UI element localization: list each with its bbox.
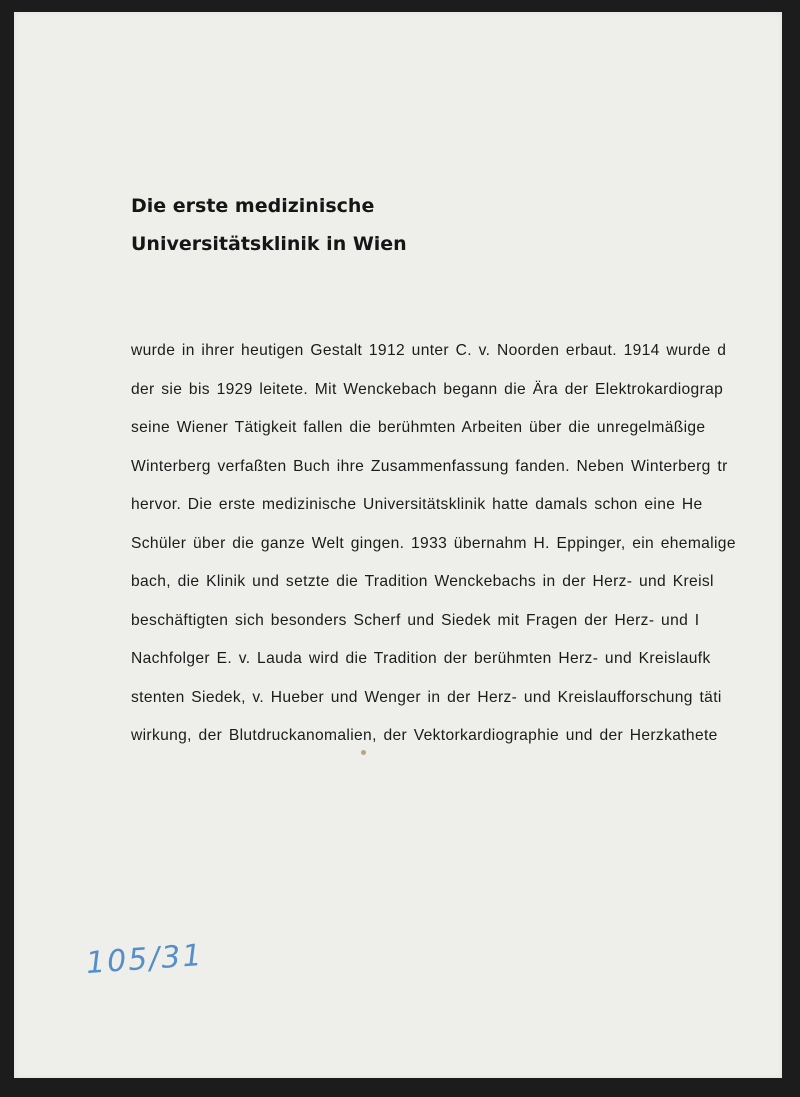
- text-line: Winterberg verfaßten Buch ihre Zusammenfassung fanden. Neben Winterberg tr: [131, 457, 728, 475]
- paper-sheet: [14, 12, 782, 1078]
- text-line: Nachfolger E. v. Lauda wird die Tradition der berühmten Herz- und Kreislaufk: [131, 650, 711, 667]
- text-line: wirkung, der Blutdruckanomalien, der Vektorkardiographie und der Herzkathete: [131, 727, 718, 744]
- title-line-2: Universitätsklinik in Wien: [131, 233, 407, 255]
- text-line: stenten Siedek, v. Hueber und Wenger in der Herz- und Kreislaufforschung täti: [131, 688, 722, 706]
- page-content: [14, 12, 782, 1078]
- text-line: beschäftigten sich besonders Scherf und Siedek mit Fragen der Herz- und I: [131, 611, 700, 629]
- body-paragraph: [131, 332, 782, 756]
- page-title: [131, 187, 407, 263]
- handwritten-inventory-number: 105/31: [84, 937, 205, 982]
- text-line: hervor. Die erste medizinische Universitätsklinik hatte damals schon eine He: [131, 496, 703, 513]
- text-line: der sie bis 1929 leitete. Mit Wenckebach begann die Ära der Elektrokardiograp: [131, 380, 724, 398]
- title-line-1: Die erste medizinische: [131, 195, 375, 217]
- text-line: seine Wiener Tätigkeit fallen die berühmten Arbeiten über die unregelmäßige: [131, 419, 706, 436]
- text-line: bach, die Klinik und setzte die Tradition Wenckebachs in der Herz- und Kreisl: [131, 573, 714, 590]
- text-line: wurde in ihrer heutigen Gestalt 1912 unter C. v. Noorden erbaut. 1914 wurde d: [131, 342, 727, 359]
- paper-blemish: [361, 750, 366, 755]
- text-line: Schüler über die ganze Welt gingen. 1933 übernahm H. Eppinger, ein ehemalige: [131, 534, 736, 552]
